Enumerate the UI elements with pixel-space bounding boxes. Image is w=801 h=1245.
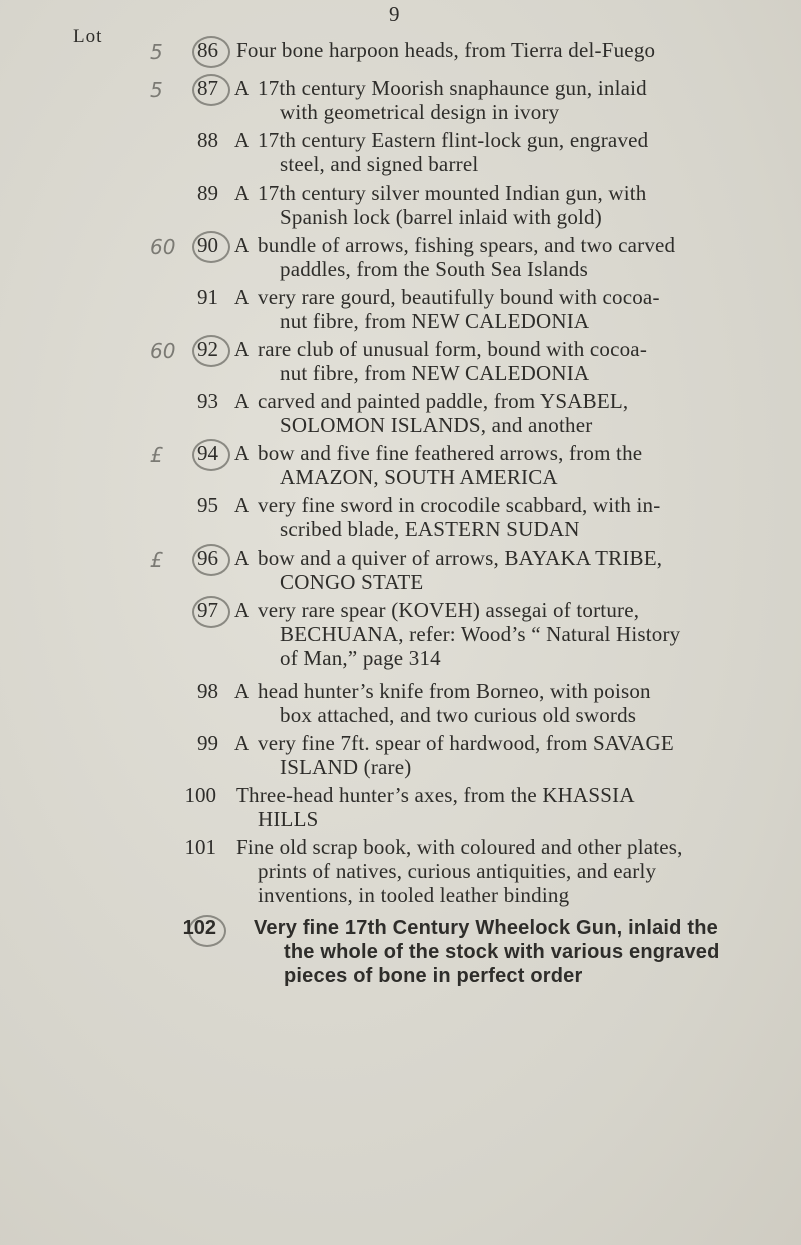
- lot-description-line: prints of natives, curious antiquities, and early: [258, 859, 657, 883]
- lot-description-line: steel, and signed barrel: [280, 152, 479, 176]
- lot-description-line: HILLS: [258, 807, 319, 831]
- lot-number: 88: [197, 128, 218, 152]
- lot-description-line: head hunter’s knife from Borneo, with poison: [258, 679, 651, 703]
- lot-number: 93: [197, 389, 218, 413]
- lot-description-line: very rare spear (KOVEH) assegai of torture,: [258, 598, 640, 622]
- lot-number: 90: [197, 233, 218, 257]
- lot-prefix: A: [234, 337, 250, 361]
- lot-description-line: 17th century silver mounted Indian gun, with: [258, 181, 647, 205]
- lot-description-line: SOLOMON ISLANDS, and another: [280, 413, 593, 437]
- lot-description-line: paddles, from the South Sea Islands: [280, 257, 588, 281]
- lot-description-line: Four bone harpoon heads, from Tierra del-Fuego: [236, 38, 656, 62]
- lot-prefix: A: [234, 128, 250, 152]
- lot-prefix: A: [234, 441, 250, 465]
- lot-number: 91: [197, 285, 218, 309]
- lot-description-line: very fine 7ft. spear of hardwood, from SAVAGE: [258, 731, 674, 755]
- handwritten-annotation: 60: [150, 339, 176, 363]
- lot-description-line: of Man,” page 314: [280, 646, 441, 670]
- handwritten-annotation: £: [150, 443, 163, 467]
- lot-description-line: the whole of the stock with various engraved: [284, 941, 720, 963]
- lot-description-line: scribed blade, EASTERN SUDAN: [280, 517, 580, 541]
- lot-description-line: inventions, in tooled leather binding: [258, 883, 570, 907]
- lot-description-line: nut fibre, from NEW CALEDONIA: [280, 309, 590, 333]
- lot-number: 95: [197, 493, 218, 517]
- lot-description-line: with geometrical design in ivory: [280, 100, 560, 124]
- page-number: 9: [389, 2, 400, 26]
- lot-description-line: AMAZON, SOUTH AMERICA: [280, 465, 558, 489]
- lot-prefix: A: [234, 233, 250, 257]
- lot-number: 86: [197, 38, 218, 62]
- lot-prefix: A: [234, 76, 250, 100]
- lot-description-line: Three-head hunter’s axes, from the KHASSIA: [236, 783, 635, 807]
- lot-description-line: BECHUANA, refer: Wood’s “ Natural History: [280, 622, 681, 646]
- lot-number: 94: [197, 441, 218, 465]
- lot-prefix: A: [234, 389, 250, 413]
- handwritten-annotation: 5: [150, 78, 163, 102]
- lot-number: 99: [197, 731, 218, 755]
- handwritten-annotation: 5: [150, 40, 163, 64]
- lot-number: 102: [182, 917, 216, 939]
- lot-number: 97: [197, 598, 218, 622]
- lot-prefix: A: [234, 181, 250, 205]
- lot-description-line: rare club of unusual form, bound with cocoa-: [258, 337, 648, 361]
- lot-description-line: ISLAND (rare): [280, 755, 412, 779]
- lot-description-line: bow and five fine feathered arrows, from the: [258, 441, 643, 465]
- lot-number: 89: [197, 181, 218, 205]
- handwritten-annotation: 60: [150, 235, 176, 259]
- lot-number: 87: [197, 76, 218, 100]
- handwritten-annotation: £: [150, 548, 163, 572]
- lot-description-line: bundle of arrows, fishing spears, and two carved: [258, 233, 676, 257]
- lot-prefix: A: [234, 285, 250, 309]
- lot-number: 100: [184, 783, 216, 807]
- lot-description-line: 17th century Moorish snaphaunce gun, inlaid: [258, 76, 647, 100]
- lot-prefix: A: [234, 679, 250, 703]
- lot-description-line: Spanish lock (barrel inlaid with gold): [280, 205, 602, 229]
- lot-description-line: CONGO STATE: [280, 570, 424, 594]
- lot-description-line: bow and a quiver of arrows, BAYAKA TRIBE,: [258, 546, 663, 570]
- lot-number: 101: [184, 835, 216, 859]
- lot-description-line: Fine old scrap book, with coloured and other plates,: [236, 835, 683, 859]
- lot-number: 92: [197, 337, 218, 361]
- lot-description-line: nut fibre, from NEW CALEDONIA: [280, 361, 590, 385]
- lot-number: 98: [197, 679, 218, 703]
- lot-prefix: A: [234, 731, 250, 755]
- lot-description-line: 17th century Eastern flint-lock gun, engraved: [258, 128, 649, 152]
- lot-description-line: pieces of bone in perfect order: [284, 965, 583, 987]
- lot-description-line: carved and painted paddle, from YSABEL,: [258, 389, 629, 413]
- lot-prefix: A: [234, 598, 250, 622]
- lot-description-line: very fine sword in crocodile scabbard, with in-: [258, 493, 661, 517]
- lot-description-line: very rare gourd, beautifully bound with cocoa-: [258, 285, 660, 309]
- lot-description-line: box attached, and two curious old swords: [280, 703, 637, 727]
- lot-description-line: Very fine 17th Century Wheelock Gun, inlaid the: [254, 917, 718, 939]
- lot-prefix: A: [234, 493, 250, 517]
- lot-prefix: A: [234, 546, 250, 570]
- lot-number: 96: [197, 546, 218, 570]
- lot-column-header: Lot: [73, 26, 103, 47]
